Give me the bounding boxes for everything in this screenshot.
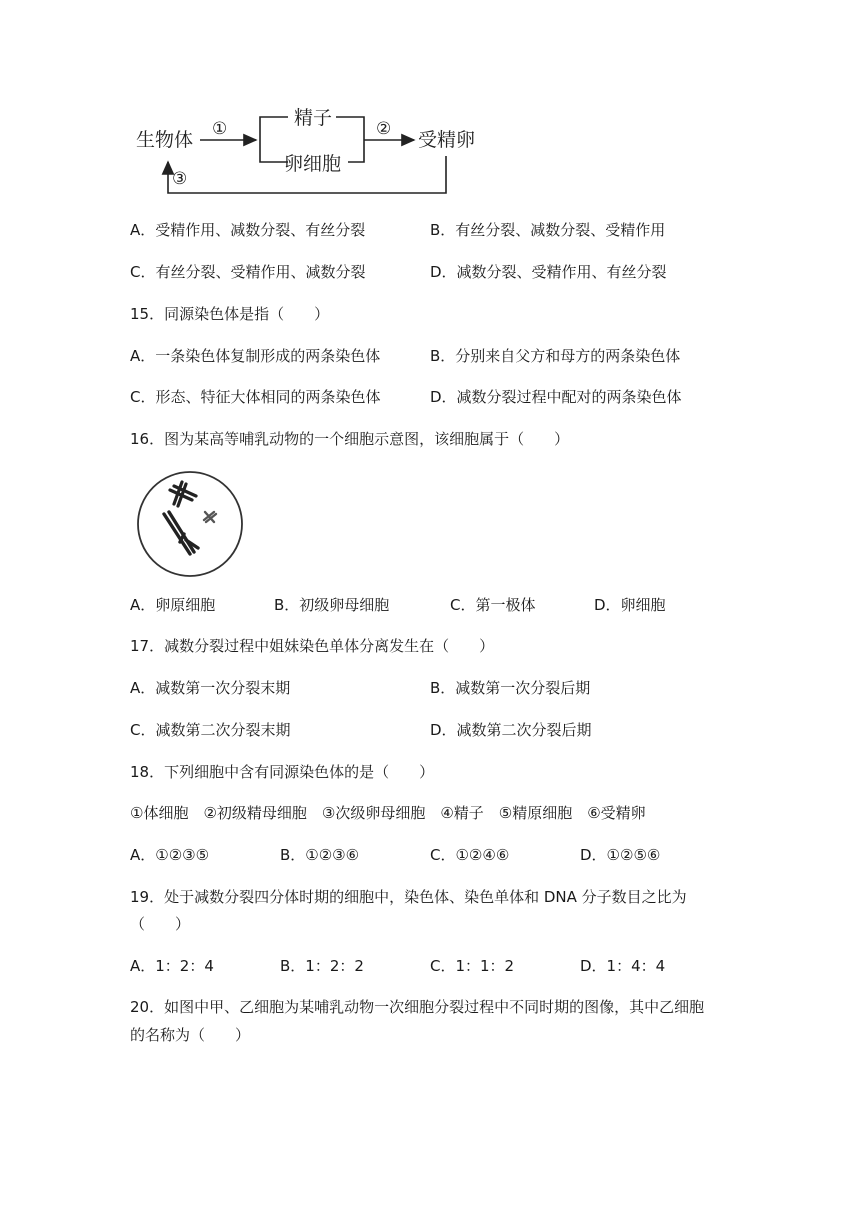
q19-option-b: B．1：2：2 <box>280 957 364 975</box>
q15-option-b: B．分别来自父方和母方的两条染色体 <box>430 347 681 365</box>
q19-option-d: D．1：4：4 <box>580 957 666 975</box>
q15-option-a: A．一条染色体复制形成的两条染色体 <box>130 347 381 365</box>
q18-items: ①体细胞 ②初级精母细胞 ③次级卵母细胞 ④精子 ⑤精原细胞 ⑥受精卵 <box>130 804 646 822</box>
q18-option-b: B．①②③⑥ <box>280 846 360 864</box>
chromosome-large-upper <box>170 482 196 506</box>
q16-option-a: A．卵原细胞 <box>130 596 216 614</box>
zygote-label: 受精卵 <box>418 129 476 151</box>
q16-option-b: B．初级卵母细胞 <box>274 596 390 614</box>
q17-option-c: C．减数第二次分裂末期 <box>130 721 291 739</box>
q17-option-d: D．减数第二次分裂后期 <box>430 721 592 739</box>
q19-option-a: A．1：2：4 <box>130 957 214 975</box>
q17-option-b: B．减数第一次分裂后期 <box>430 679 591 697</box>
step2-label: ② <box>376 119 392 139</box>
q14-option-b: B．有丝分裂、减数分裂、受精作用 <box>430 221 666 239</box>
q14-option-d: D．减数分裂、受精作用、有丝分裂 <box>430 263 667 281</box>
chromosome-large-lower <box>164 512 198 554</box>
q16-option-c: C．第一极体 <box>450 596 536 614</box>
q18-option-a: A．①②③⑤ <box>130 846 210 864</box>
q15-option-c: C．形态、特征大体相同的两条染色体 <box>130 388 381 406</box>
q19-stem-line2: （ ） <box>130 915 191 933</box>
q19-option-c: C．1：1：2 <box>430 957 515 975</box>
q18-stem: 18．下列细胞中含有同源染色体的是（ ） <box>130 763 435 781</box>
q18-option-c: C．①②④⑥ <box>430 846 510 864</box>
q20-stem-line2: 的名称为（ ） <box>130 1026 251 1044</box>
q16-stem: 16．图为某高等哺乳动物的一个细胞示意图，该细胞属于（ ） <box>130 430 570 448</box>
sperm-label: 精子 <box>294 107 333 129</box>
q14-option-a: A．受精作用、减数分裂、有丝分裂 <box>130 221 366 239</box>
step3-label: ③ <box>172 169 188 189</box>
q17-stem: 17．减数分裂过程中姐妹染色单体分离发生在（ ） <box>130 637 495 655</box>
reproduction-flow-diagram <box>128 100 484 200</box>
cell-diagram <box>134 468 246 580</box>
q18-option-d: D．①②⑤⑥ <box>580 846 661 864</box>
q16-option-d: D．卵细胞 <box>594 596 666 614</box>
egg-label: 卵细胞 <box>284 153 342 175</box>
chromosome-small <box>204 512 216 522</box>
step1-label: ① <box>212 119 228 139</box>
q20-stem-line1: 20．如图中甲、乙细胞为某哺乳动物一次细胞分裂过程中不同时期的图像，其中乙细胞 <box>130 998 705 1016</box>
q15-option-d: D．减数分裂过程中配对的两条染色体 <box>430 388 682 406</box>
q14-option-c: C．有丝分裂、受精作用、减数分裂 <box>130 263 366 281</box>
cell-membrane <box>138 472 242 576</box>
q17-option-a: A．减数第一次分裂末期 <box>130 679 291 697</box>
q19-stem-line1: 19．处于减数分裂四分体时期的细胞中，染色体、染色单体和 DNA 分子数目之比为 <box>130 888 687 906</box>
q15-stem: 15．同源染色体是指（ ） <box>130 305 330 323</box>
organism-label: 生物体 <box>136 129 194 151</box>
